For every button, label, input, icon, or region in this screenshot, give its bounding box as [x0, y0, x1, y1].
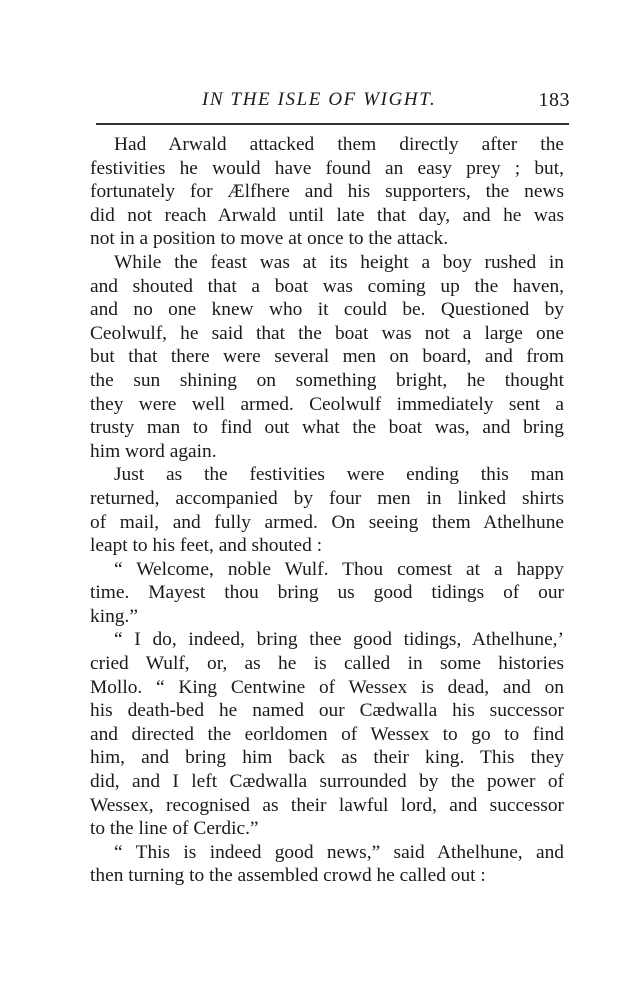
- running-title: IN THE ISLE OF WIGHT.: [202, 89, 437, 110]
- text-line: Just as the festivities were ending this man: [114, 464, 564, 486]
- text-line: his death-bed he named our Cædwalla his successor: [90, 700, 564, 722]
- text-line: leapt to his feet, and shouted :: [90, 535, 323, 557]
- text-line: festivities he would have found an easy prey ; but,: [90, 157, 564, 179]
- text-line: Had Arwald attacked them directly after the: [114, 134, 564, 155]
- text-line: did, and I left Cædwalla surrounded by the power of: [90, 771, 564, 793]
- page-number: 183: [538, 89, 570, 111]
- text-line: returned, accompanied by four men in linked shirts: [90, 487, 564, 509]
- paragraph: [90, 251, 564, 463]
- text-line: and directed the eorldomen of Wessex to go to find: [90, 723, 564, 745]
- text-line: trusty man to find out what the boat was, and bring: [90, 417, 564, 439]
- body-text: [90, 133, 564, 888]
- text-line: but that there were several men on board, and from: [90, 346, 564, 368]
- text-line: not in a position to move at once to the attack.: [90, 228, 449, 250]
- paragraph: [90, 841, 564, 888]
- text-line: cried Wulf, or, as he is called in some histories: [90, 653, 564, 675]
- text-line: “ Welcome, noble Wulf. Thou comest at a happy: [114, 558, 564, 580]
- paragraph: [90, 463, 564, 557]
- text-line: they were well armed. Ceolwulf immediately sent a: [90, 393, 564, 415]
- text-line: and shouted that a boat was coming up the haven,: [90, 275, 564, 297]
- text-line: of mail, and fully armed. On seeing them Athelhune: [90, 511, 564, 533]
- text-line: him word again.: [90, 440, 217, 462]
- text-line: him, and bring him back as their king. This they: [90, 747, 564, 769]
- page-header: [92, 89, 570, 119]
- text-line: fortunately for Ælfhere and his supporters, the news: [90, 181, 564, 203]
- text-line: to the line of Cerdic.”: [90, 818, 259, 840]
- text-line: and no one knew who it could be. Questioned by: [90, 299, 564, 321]
- text-line: the sun shining on something bright, he thought: [90, 369, 564, 391]
- text-line: While the feast was at its height a boy rushed in: [114, 251, 564, 273]
- text-line: Wessex, recognised as their lawful lord, and successor: [90, 794, 564, 816]
- paragraph: [90, 628, 564, 840]
- text-line: king.”: [90, 605, 138, 627]
- paragraph: [90, 558, 564, 629]
- paragraph: [90, 133, 564, 251]
- text-line: “ This is indeed good news,” said Athelhune, and: [114, 841, 564, 863]
- text-line: did not reach Arwald until late that day, and he was: [90, 204, 564, 226]
- text-line: time. Mayest thou bring us good tidings of our: [90, 582, 564, 604]
- text-line: then turning to the assembled crowd he called out :: [90, 865, 486, 887]
- text-line: Ceolwulf, he said that the boat was not a large one: [90, 322, 564, 344]
- text-line: Mollo. “ King Centwine of Wessex is dead, and on: [90, 676, 564, 698]
- header-rule: [96, 123, 569, 125]
- text-line: “ I do, indeed, bring thee good tidings, Athelhune,’: [114, 629, 564, 651]
